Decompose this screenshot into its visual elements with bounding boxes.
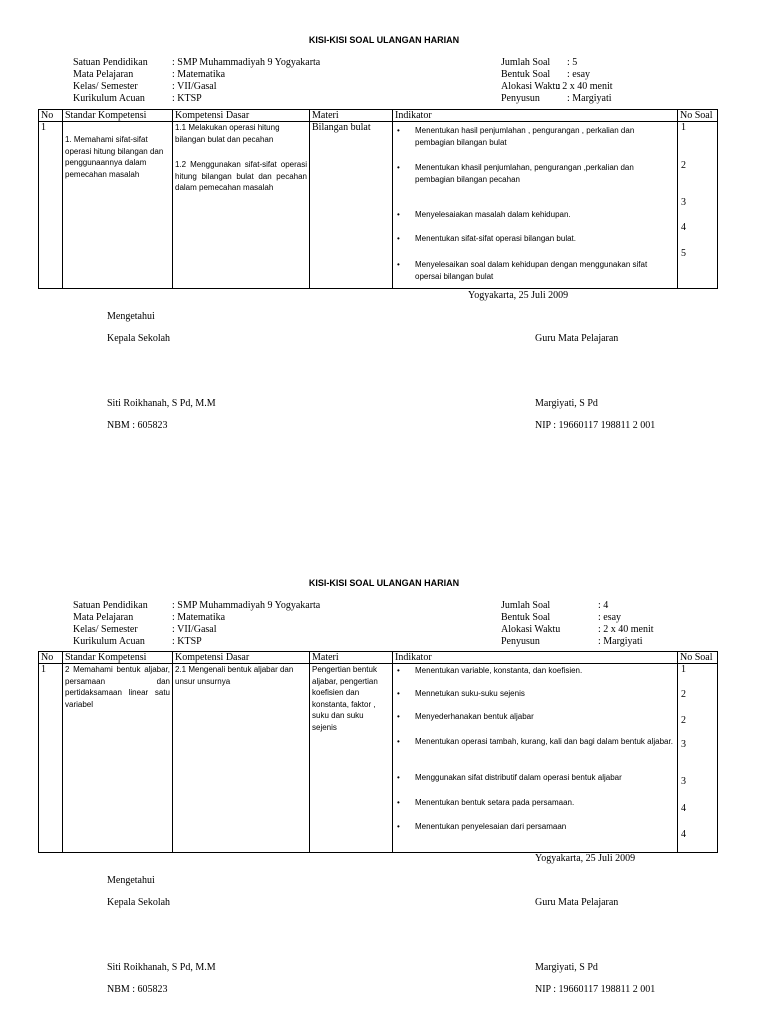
header-no: No bbox=[39, 110, 63, 122]
meta-label: Penyusun bbox=[501, 93, 540, 104]
indikator-item: Menyelesaiakan masalah dalam kehidupan. bbox=[415, 210, 571, 219]
guru-name: Margiyati, S Pd bbox=[535, 398, 598, 409]
guru-name: Margiyati, S Pd bbox=[535, 962, 598, 973]
header-standar-kompetensi: Standar Kompetensi bbox=[63, 652, 173, 664]
table-row bbox=[39, 664, 718, 853]
indikator-item: Menentukan sifat-sifat operasi bilangan bulat. bbox=[415, 234, 576, 243]
meta-label: Kelas/ Semester bbox=[73, 624, 138, 635]
meta-label: Mata Pelajaran bbox=[73, 612, 134, 623]
no-soal-value: 4 bbox=[681, 803, 686, 814]
meta-value: : VII/Gasal bbox=[172, 624, 217, 635]
indikator-item: Mennetukan suku-suku sejenis bbox=[415, 689, 525, 698]
meta-label: Bentuk Soal bbox=[501, 612, 551, 623]
indikator-item: Menyelesaikan soal dalam kehidupan dengan menggunakan sifat opersai bilangan bulat bbox=[415, 260, 648, 281]
cell-kompetensi-dasar bbox=[173, 122, 310, 289]
indikator-item: Menentukan hasil penjumlahan , pengurangan , perkalian dan pembagian bilangan bulat bbox=[415, 126, 635, 147]
cell-no-soal bbox=[678, 664, 718, 853]
no-soal-value: 2 bbox=[681, 715, 686, 726]
indikator-item: Menggunakan sifat distributif dalam operasi bentuk aljabar bbox=[415, 773, 622, 782]
mengetahui-label: Mengetahui bbox=[107, 311, 155, 322]
meta-label: Mata Pelajaran bbox=[73, 69, 134, 80]
meta-value: : Matematika bbox=[172, 612, 226, 623]
header-indikator: Indikator bbox=[393, 652, 678, 664]
header-no: No bbox=[39, 652, 63, 664]
kepala-sekolah-title: Kepala Sekolah bbox=[107, 897, 171, 908]
cell-kompetensi-dasar bbox=[173, 664, 310, 853]
no-soal-value: 2 bbox=[681, 689, 686, 700]
kd-text: 1.1 Melakukan operasi hitung bilangan bulat dan pecahan bbox=[175, 123, 280, 144]
guru-nip: NIP : 19660117 198811 2 001 bbox=[535, 984, 656, 995]
meta-label: Bentuk Soal bbox=[501, 69, 551, 80]
cell-no: 1 bbox=[39, 122, 63, 289]
kisi-kisi-table-2 bbox=[38, 651, 718, 853]
header-materi: Materi bbox=[310, 110, 393, 122]
meta-label: Satuan Pendidikan bbox=[73, 600, 148, 611]
meta-value: : 4 bbox=[598, 600, 609, 611]
kd-text: 1.2 Menggunakan sifat-sifat operasi hitung bilangan bulat dan pecahan dalam pemecahan masalah bbox=[175, 160, 307, 192]
cell-no: 1 bbox=[39, 664, 63, 853]
indikator-item: Menentukan bentuk setara pada persamaan. bbox=[415, 798, 575, 807]
table-header-row bbox=[39, 110, 718, 122]
header-kompetensi-dasar: Kompetensi Dasar bbox=[173, 652, 310, 664]
no-soal-value: 3 bbox=[681, 739, 686, 750]
meta-value: : SMP Muhammadiyah 9 Yogyakarta bbox=[172, 600, 321, 611]
no-soal-value: 1 bbox=[681, 664, 686, 675]
indikator-item: Menentukan penyelesaian dari persamaan bbox=[415, 822, 567, 831]
meta-value: : 5 bbox=[567, 57, 578, 68]
indikator-item: Menyederhanakan bentuk aljabar bbox=[415, 712, 534, 721]
place-date: Yogyakarta, 25 Juli 2009 bbox=[468, 290, 569, 301]
kisi-kisi-table-1 bbox=[38, 109, 718, 289]
meta-label: Kurikulum Acuan bbox=[73, 93, 145, 104]
header-no-soal: No Soal bbox=[678, 652, 718, 664]
header-kompetensi-dasar: Kompetensi Dasar bbox=[173, 110, 310, 122]
kepala-sekolah-name: Siti Roikhanah, S Pd, M.M bbox=[107, 962, 216, 973]
meta-label: Alokasi Waktu bbox=[501, 81, 561, 92]
no-soal-value: 4 bbox=[681, 829, 686, 840]
kepala-sekolah-nbm: NBM : 605823 bbox=[107, 984, 168, 995]
meta-label: Kurikulum Acuan bbox=[73, 636, 145, 647]
header-no-soal: No Soal bbox=[678, 110, 718, 122]
no-soal-value: 3 bbox=[681, 197, 686, 208]
kepala-sekolah-name: Siti Roikhanah, S Pd, M.M bbox=[107, 398, 216, 409]
cell-materi bbox=[310, 664, 393, 853]
document-title-2: KISI-KISI SOAL ULANGAN HARIAN bbox=[308, 578, 460, 588]
indikator-item: Menentukan operasi tambah, kurang, kali dan bagi dalam bentuk aljabar. bbox=[415, 737, 673, 746]
meta-value: : Margiyati bbox=[598, 636, 643, 647]
meta-value: : esay bbox=[598, 612, 622, 623]
sk-text: 2 Memahami bentuk aljabar, persamaan dan pertidaksamaan linear satu variabel bbox=[65, 665, 170, 709]
header-materi: Materi bbox=[310, 652, 393, 664]
no-soal-value: 5 bbox=[681, 248, 686, 259]
cell-indikator: • Menentukan variable, konstanta, dan koefisien. • Mennetukan suku-suku sejenis • Menyederhanakan bentuk aljabar • Menentukan operasi tambah, kurang, kali dan bagi dalam bentuk aljabar. • Menggunakan sifat distributif dalam operasi bentuk aljabar • Menentukan bentuk setara pada persamaan. • Menentukan penyelesaian dari persamaan bbox=[393, 664, 678, 853]
meta-value: : 2 x 40 menit bbox=[598, 624, 654, 635]
cell-indikator: • Menentukan hasil penjumlahan , pengurangan , perkalian dan pembagian bilangan bulat • Menentukan khasil penjumlahan, pengurangan ,perkalian dan pembagian bilangan pecahan • Menyelesaiakan masalah dalam kehidupan. • Menentukan sifat-sifat operasi bilangan bulat. • Menyelesaikan soal dalam kehidupan dengan menggunakan sifat opersai bilangan bulat bbox=[393, 122, 678, 289]
indikator-item: Menentukan variable, konstanta, dan koefisien. bbox=[415, 666, 583, 675]
cell-standar-kompetensi bbox=[63, 122, 173, 289]
guru-title: Guru Mata Pelajaran bbox=[535, 333, 619, 344]
cell-materi: Bilangan bulat bbox=[310, 122, 393, 289]
table-row bbox=[39, 122, 718, 289]
kepala-sekolah-title: Kepala Sekolah bbox=[107, 333, 171, 344]
header-standar-kompetensi: Standar Kompetensi bbox=[63, 110, 173, 122]
no-soal-value: 3 bbox=[681, 776, 686, 787]
meta-value: : KTSP bbox=[172, 93, 202, 104]
no-soal-value: 4 bbox=[681, 222, 686, 233]
meta-value: : Margiyati bbox=[567, 93, 612, 104]
meta-value: : VII/Gasal bbox=[172, 81, 217, 92]
meta-label: Kelas/ Semester bbox=[73, 81, 138, 92]
no-soal-value: 2 bbox=[681, 160, 686, 171]
meta-label: Satuan Pendidikan bbox=[73, 57, 148, 68]
kepala-sekolah-nbm: NBM : 605823 bbox=[107, 420, 168, 431]
sk-text: 1. Memahami sifat-sifat operasi hitung bilangan dan penggunaannya dalam pemecahan masalah bbox=[65, 135, 164, 179]
header-indikator: Indikator bbox=[393, 110, 678, 122]
table-header-row bbox=[39, 652, 718, 664]
meta-label: Alokasi Waktu bbox=[501, 624, 561, 635]
meta-value: : SMP Muhammadiyah 9 Yogyakarta bbox=[172, 57, 321, 68]
meta-value: : KTSP bbox=[172, 636, 202, 647]
meta-label: Jumlah Soal bbox=[501, 57, 551, 68]
place-date: Yogyakarta, 25 Juli 2009 bbox=[535, 853, 636, 864]
cell-no-soal bbox=[678, 122, 718, 289]
no-soal-value: 1 bbox=[681, 122, 686, 133]
cell-standar-kompetensi bbox=[63, 664, 173, 853]
meta-value: : esay bbox=[567, 69, 591, 80]
meta-label: Penyusun bbox=[501, 636, 540, 647]
kd-text: 2.1 Mengenali bentuk aljabar dan unsur unsurnya bbox=[175, 665, 294, 686]
document-title-1: KISI-KISI SOAL ULANGAN HARIAN bbox=[308, 35, 460, 45]
meta-value: : 2 x 40 menit bbox=[557, 81, 613, 92]
indikator-item: Menentukan khasil penjumlahan, pengurangan ,perkalian dan pembagian bilangan pecahan bbox=[415, 163, 634, 184]
guru-title: Guru Mata Pelajaran bbox=[535, 897, 619, 908]
meta-label: Jumlah Soal bbox=[501, 600, 551, 611]
guru-nip: NIP : 19660117 198811 2 001 bbox=[535, 420, 656, 431]
mengetahui-label: Mengetahui bbox=[107, 875, 155, 886]
materi-text: Pengertian bentuk aljabar, pengertian koefisien dan konstanta, faktor , suku dan suku sejenis bbox=[312, 665, 378, 732]
meta-value: : Matematika bbox=[172, 69, 226, 80]
